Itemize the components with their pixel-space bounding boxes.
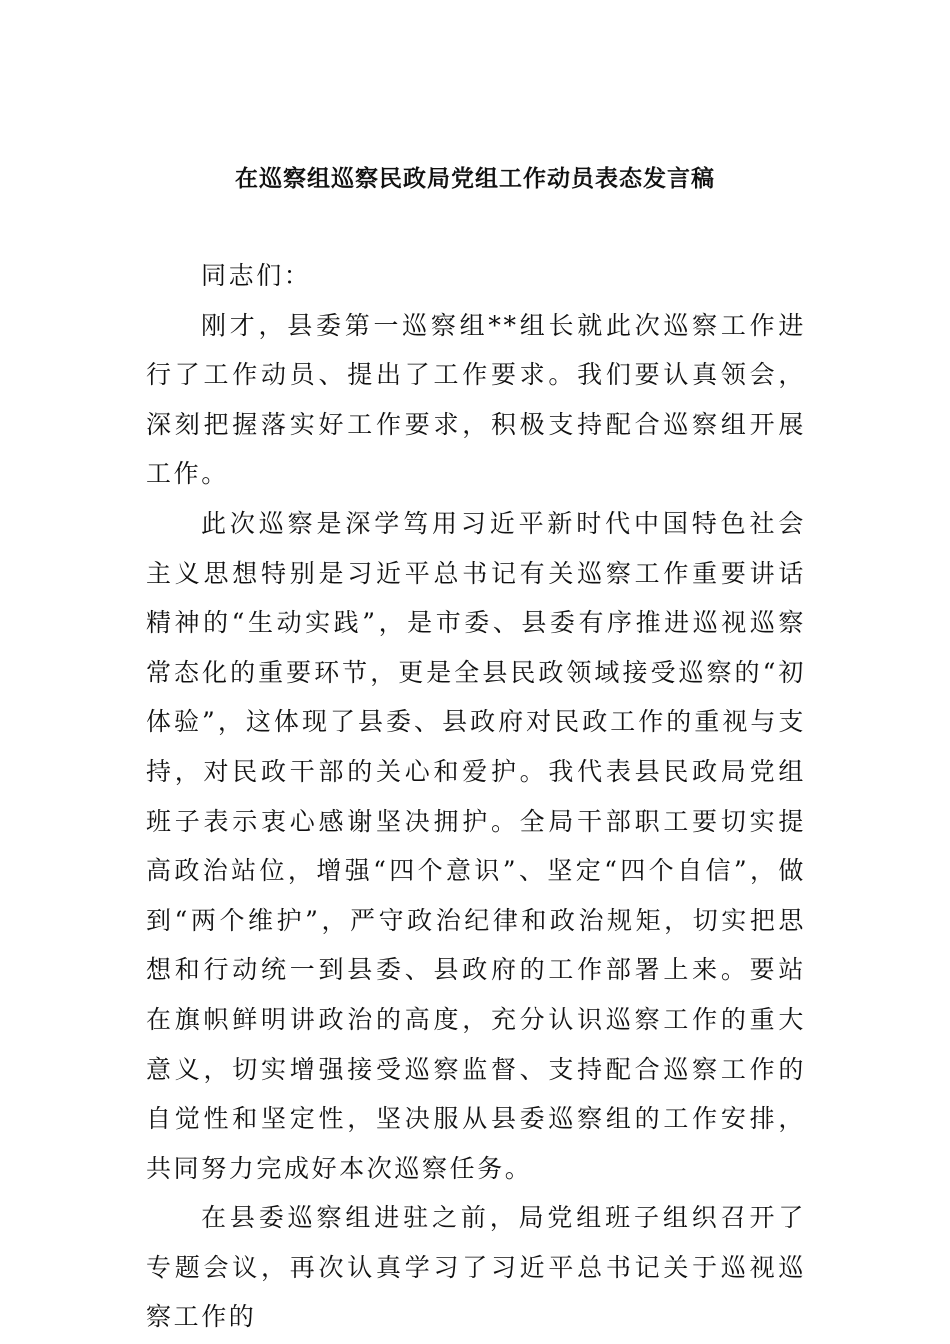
paragraph-salutation: 同志们： [201, 261, 312, 290]
paragraph-1: 刚才，县委第一巡察组**组长就此次巡察工作进行了工作动员、提出了工作要求。我们要认真领会，深刻把握落实好工作要求，积极支持配合巡察组开展工作。 [146, 310, 806, 489]
document-body [146, 251, 806, 1342]
paragraph-2: 此次巡察是深学笃用习近平新时代中国特色社会主义思想特别是习近平总书记有关巡察工作重要讲话精神的“生动实践”，是市委、县委有序推进巡视巡察常态化的重要环节，更是全县民政领域接受巡察的“初体验”，这体现了县委、县政府对民政工作的重视与支持，对民政干部的关心和爱护。我代表县民政局党组班子表示衷心感谢坚决拥护。全局干部职工要切实提高政治站位，增强“四个意识”、坚定“四个自信”，做到“两个维护”，严守政治纪律和政治规矩，切实把思想和行动统一到县委、县政府的工作部署上来。要站在旗帜鲜明讲政治的高度，充分认识巡察工作的重大意义，切实增强接受巡察监督、支持配合巡察工作的自觉性和坚定性，坚决服从县委巡察组的工作安排，共同努力完成好本次巡察任务。 [146, 508, 806, 1183]
paragraph-3: 在县委巡察组进驻之前，局党组班子组织召开了专题会议，再次认真学习了习近平总书记关于巡视巡察工作的 [146, 1203, 806, 1332]
document-title: 在巡察组巡察民政局党组工作动员表态发言稿 [235, 166, 715, 192]
